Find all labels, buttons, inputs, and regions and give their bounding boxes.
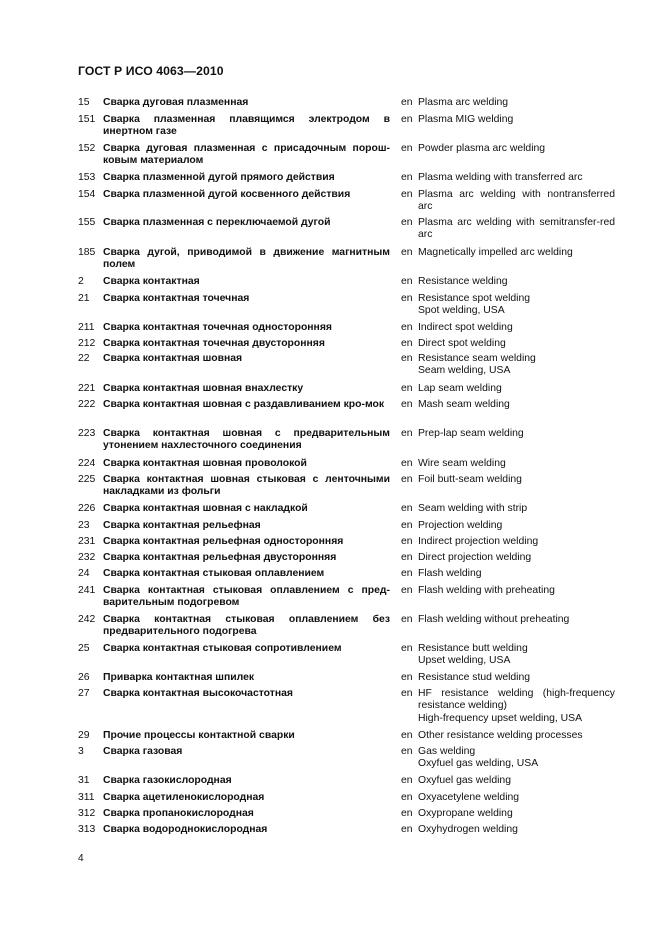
english-term bbox=[418, 520, 615, 532]
english-term-primary: Prep-lap seam welding bbox=[418, 428, 524, 439]
english-term bbox=[418, 643, 615, 668]
english-term-primary: Other resistance welding processes bbox=[418, 730, 583, 741]
language-code: en bbox=[401, 672, 413, 683]
language-code: en bbox=[401, 730, 413, 741]
language-code: en bbox=[401, 293, 413, 304]
english-term-primary: Flash welding bbox=[418, 568, 482, 579]
english-term-primary: Resistance welding bbox=[418, 276, 508, 287]
language-code: en bbox=[401, 792, 413, 803]
process-number: 29 bbox=[78, 730, 90, 741]
english-term-primary: Wire seam welding bbox=[418, 458, 506, 469]
english-term bbox=[418, 114, 615, 126]
english-term-primary: Oxyacetylene welding bbox=[418, 792, 520, 803]
language-code: en bbox=[401, 552, 413, 563]
process-number: 222 bbox=[78, 399, 96, 410]
english-term bbox=[418, 824, 615, 836]
english-term-primary: Gas welding bbox=[418, 746, 476, 757]
russian-term: Сварка контактная шовная стыковая с ленточными накладками из фольги bbox=[103, 474, 390, 498]
language-code: en bbox=[401, 353, 413, 364]
russian-term: Сварка контактная шовная с раздавливанием кро-мок bbox=[103, 399, 385, 410]
process-number: 31 bbox=[78, 775, 90, 786]
process-number: 225 bbox=[78, 474, 96, 485]
language-code: en bbox=[401, 114, 413, 125]
language-code: en bbox=[401, 503, 413, 514]
russian-term: Сварка контактная стыковая оплавлением с пред-варительным подогревом bbox=[103, 585, 390, 609]
english-term-alternative: Upset welding, USA bbox=[418, 655, 511, 667]
russian-term: Сварка газовая bbox=[103, 746, 183, 757]
english-term-primary: Plasma MIG welding bbox=[418, 114, 514, 125]
russian-term: Сварка плазменной дугой косвенного действия bbox=[103, 189, 351, 200]
language-code: en bbox=[401, 688, 413, 699]
english-term bbox=[418, 552, 615, 564]
english-term bbox=[418, 672, 615, 684]
russian-term: Сварка контактная рельефная двусторонняя bbox=[103, 552, 337, 563]
english-term-primary: Mash seam welding bbox=[418, 399, 510, 410]
english-term-primary: Oxyhydrogen welding bbox=[418, 824, 518, 835]
language-code: en bbox=[401, 520, 413, 531]
english-term bbox=[418, 474, 615, 486]
process-number: 232 bbox=[78, 552, 96, 563]
language-code: en bbox=[401, 276, 413, 287]
russian-term: Сварка контактная точечная двусторонняя bbox=[103, 338, 325, 349]
process-number: 22 bbox=[78, 353, 90, 364]
english-term bbox=[418, 293, 615, 318]
english-term-primary: Powder plasma arc welding bbox=[418, 143, 546, 154]
english-term bbox=[418, 568, 615, 580]
russian-term: Сварка дугой, приводимой в движение магнитным полем bbox=[103, 247, 390, 271]
language-code: en bbox=[401, 97, 413, 108]
language-code: en bbox=[401, 808, 413, 819]
english-term-primary: Seam welding with strip bbox=[418, 503, 528, 514]
english-term bbox=[418, 353, 615, 378]
russian-term: Сварка контактная рельефная bbox=[103, 520, 261, 531]
english-term-primary: Plasma arc welding bbox=[418, 97, 509, 108]
english-term-primary: Resistance spot welding bbox=[418, 293, 531, 304]
process-number: 155 bbox=[78, 217, 96, 228]
process-number: 23 bbox=[78, 520, 90, 531]
english-term-primary: Lap seam welding bbox=[418, 383, 502, 394]
language-code: en bbox=[401, 775, 413, 786]
language-code: en bbox=[401, 585, 413, 596]
russian-term: Сварка контактная рельефная односторонняя bbox=[103, 536, 344, 547]
russian-term: Сварка плазменной дугой прямого действия bbox=[103, 172, 335, 183]
russian-term: Сварка контактная шовная проволокой bbox=[103, 458, 307, 469]
russian-term: Сварка контактная высокочастотная bbox=[103, 688, 293, 699]
english-term-primary: Flash welding without preheating bbox=[418, 614, 570, 625]
language-code: en bbox=[401, 217, 413, 228]
process-number: 311 bbox=[78, 792, 95, 803]
english-term bbox=[418, 808, 615, 820]
language-code: en bbox=[401, 172, 413, 183]
page-number: 4 bbox=[78, 853, 84, 864]
process-number: 241 bbox=[78, 585, 96, 596]
english-term bbox=[418, 428, 615, 440]
language-code: en bbox=[401, 189, 413, 200]
process-number: 26 bbox=[78, 672, 90, 683]
process-number: 27 bbox=[78, 688, 90, 699]
english-term-primary: Foil butt-seam welding bbox=[418, 474, 522, 485]
english-term-primary: Oxyfuel gas welding bbox=[418, 775, 511, 786]
russian-term: Прочие процессы контактной сварки bbox=[103, 730, 295, 741]
english-term-primary: Resistance seam welding bbox=[418, 353, 536, 364]
language-code: en bbox=[401, 614, 413, 625]
english-term bbox=[418, 338, 615, 350]
process-number: 2 bbox=[78, 276, 84, 287]
language-code: en bbox=[401, 322, 413, 333]
english-term-primary: Oxypropane welding bbox=[418, 808, 513, 819]
language-code: en bbox=[401, 143, 413, 154]
english-term-alternative: Spot welding, USA bbox=[418, 305, 505, 317]
russian-term: Сварка контактная точечная bbox=[103, 293, 250, 304]
english-term bbox=[418, 399, 615, 411]
process-number: 312 bbox=[78, 808, 96, 819]
english-term-primary: Resistance stud welding bbox=[418, 672, 531, 683]
russian-term: Сварка водороднокислородная bbox=[103, 824, 268, 835]
english-term-primary: Resistance butt welding bbox=[418, 643, 528, 654]
process-number: 212 bbox=[78, 338, 96, 349]
english-term-primary: Plasma arc welding with semitransfer-red arc bbox=[418, 217, 615, 241]
english-term-primary: Direct spot welding bbox=[418, 338, 506, 349]
english-term bbox=[418, 585, 615, 597]
russian-term: Сварка контактная шовная внахлестку bbox=[103, 383, 304, 394]
process-number: 185 bbox=[78, 247, 96, 258]
language-code: en bbox=[401, 338, 413, 349]
process-number: 21 bbox=[78, 293, 90, 304]
process-number: 223 bbox=[78, 428, 96, 439]
english-term bbox=[418, 614, 615, 626]
english-term-primary: Plasma welding with transferred arc bbox=[418, 172, 583, 183]
russian-term: Сварка контактная шовная bbox=[103, 353, 243, 364]
language-code: en bbox=[401, 536, 413, 547]
russian-term: Сварка дуговая плазменная с присадочным порош-ковым материалом bbox=[103, 143, 390, 167]
process-number: 231 bbox=[78, 536, 96, 547]
russian-term: Сварка газокислородная bbox=[103, 775, 232, 786]
process-number: 242 bbox=[78, 614, 96, 625]
english-term-alternative: Oxyfuel gas welding, USA bbox=[418, 758, 539, 770]
language-code: en bbox=[401, 824, 413, 835]
english-term bbox=[418, 458, 615, 470]
english-term-primary: Flash welding with preheating bbox=[418, 585, 555, 596]
process-number: 3 bbox=[78, 746, 84, 757]
english-term bbox=[418, 247, 615, 259]
process-number: 226 bbox=[78, 503, 96, 514]
english-term bbox=[418, 217, 615, 242]
english-term bbox=[418, 688, 615, 725]
language-code: en bbox=[401, 247, 413, 258]
english-term bbox=[418, 383, 615, 395]
english-term bbox=[418, 97, 615, 109]
language-code: en bbox=[401, 643, 413, 654]
russian-term: Сварка пропанокислородная bbox=[103, 808, 254, 819]
russian-term: Сварка контактная bbox=[103, 276, 200, 287]
english-term bbox=[418, 730, 615, 742]
language-code: en bbox=[401, 458, 413, 469]
russian-term: Сварка контактная шовная с предварительным утонением нахлесточного соединения bbox=[103, 428, 390, 452]
russian-term: Сварка контактная стыковая оплавлением без предварительного подогрева bbox=[103, 614, 390, 638]
process-number: 24 bbox=[78, 568, 90, 579]
english-term bbox=[418, 775, 615, 787]
russian-term: Сварка контактная стыковая сопротивлением bbox=[103, 643, 342, 654]
english-term-primary: Indirect projection welding bbox=[418, 536, 539, 547]
russian-term: Приварка контактная шпилек bbox=[103, 672, 255, 683]
process-number: 152 bbox=[78, 143, 96, 154]
english-term bbox=[418, 322, 615, 334]
english-term bbox=[418, 143, 615, 155]
language-code: en bbox=[401, 399, 413, 410]
english-term-primary: HF resistance welding (high-frequency resistance welding) bbox=[418, 688, 615, 712]
russian-term: Сварка плазменная с переключаемой дугой bbox=[103, 217, 331, 228]
english-term bbox=[418, 189, 615, 214]
english-term bbox=[418, 172, 615, 184]
english-term-alternative: Seam welding, USA bbox=[418, 365, 511, 377]
language-code: en bbox=[401, 568, 413, 579]
process-number: 221 bbox=[78, 383, 96, 394]
process-number: 15 bbox=[78, 97, 90, 108]
process-number: 151 bbox=[78, 114, 96, 125]
english-term-primary: Magnetically impelled arc welding bbox=[418, 247, 573, 258]
language-code: en bbox=[401, 428, 413, 439]
language-code: en bbox=[401, 746, 413, 757]
russian-term: Сварка контактная точечная односторонняя bbox=[103, 322, 332, 333]
process-number: 211 bbox=[78, 322, 95, 333]
english-term bbox=[418, 276, 615, 288]
english-term bbox=[418, 503, 615, 515]
russian-term: Сварка ацетиленокислородная bbox=[103, 792, 265, 803]
russian-term: Сварка дуговая плазменная bbox=[103, 97, 249, 108]
language-code: en bbox=[401, 474, 413, 485]
english-term bbox=[418, 792, 615, 804]
russian-term: Сварка контактная шовная с накладкой bbox=[103, 503, 308, 514]
process-number: 154 bbox=[78, 189, 96, 200]
english-term-primary: Plasma arc welding with nontransferred arc bbox=[418, 189, 615, 213]
process-number: 153 bbox=[78, 172, 96, 183]
english-term-primary: Direct projection welding bbox=[418, 552, 532, 563]
english-term-primary: Projection welding bbox=[418, 520, 503, 531]
english-term bbox=[418, 746, 615, 771]
russian-term: Сварка контактная стыковая оплавлением bbox=[103, 568, 325, 579]
english-term-primary: Indirect spot welding bbox=[418, 322, 513, 333]
process-number: 25 bbox=[78, 643, 90, 654]
english-term-alternative: High-frequency upset welding, USA bbox=[418, 712, 583, 724]
document-header: ГОСТ Р ИСО 4063—2010 bbox=[78, 64, 224, 78]
english-term bbox=[418, 536, 615, 548]
russian-term: Сварка плазменная плавящимся электродом в инертном газе bbox=[103, 114, 390, 138]
process-number: 224 bbox=[78, 458, 96, 469]
language-code: en bbox=[401, 383, 413, 394]
process-number: 313 bbox=[78, 824, 96, 835]
